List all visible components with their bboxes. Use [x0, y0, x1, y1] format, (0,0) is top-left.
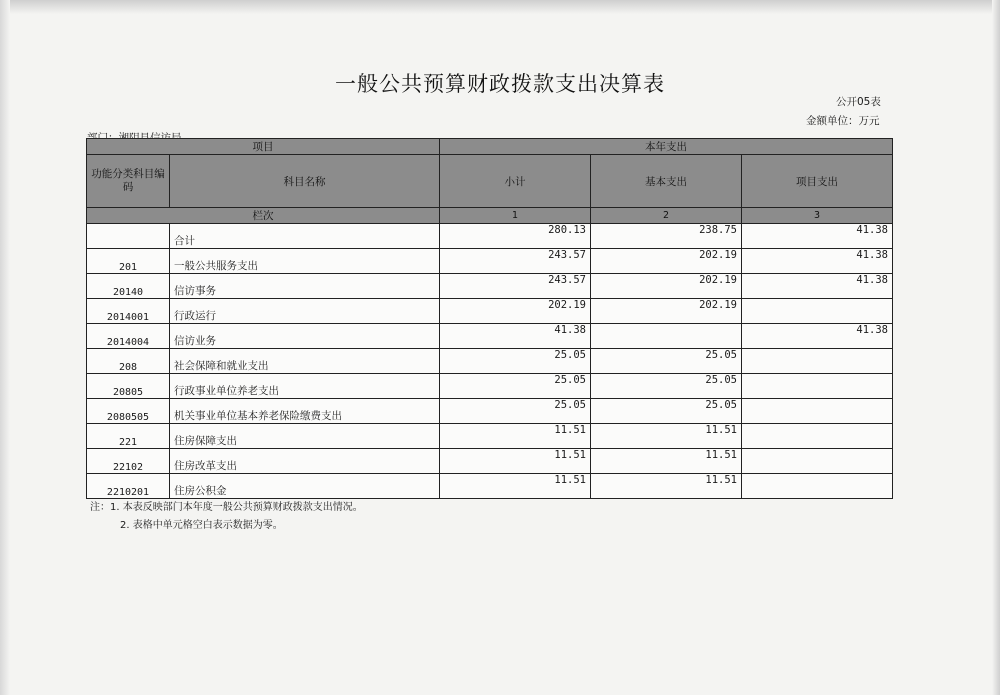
- amount-unit: 金额单位：万元: [806, 115, 880, 127]
- row-code: 20805: [87, 374, 170, 399]
- row-name: 行政运行: [170, 299, 440, 324]
- row-code: 22102: [87, 449, 170, 474]
- row-subtotal: 11.51: [440, 474, 591, 499]
- row-code: 2080505: [87, 399, 170, 424]
- row-project: [742, 424, 893, 449]
- row-project: [742, 399, 893, 424]
- row-project: [742, 299, 893, 324]
- row-basic: 25.05: [591, 349, 742, 374]
- row-subtotal: 243.57: [440, 274, 591, 299]
- table-row: [87, 424, 893, 449]
- form-code: 公开05表: [836, 96, 881, 108]
- row-subtotal: 25.05: [440, 349, 591, 374]
- row-code: 221: [87, 424, 170, 449]
- header-row-2: [87, 155, 893, 208]
- expenditure-table: [86, 138, 893, 499]
- header-project-expenditure: 项目支出: [742, 155, 893, 208]
- page-title: 一般公共预算财政拨款支出决算表: [335, 72, 665, 96]
- table-row: [87, 399, 893, 424]
- header-name: 科目名称: [170, 155, 440, 208]
- header-lanci: 栏次: [87, 208, 440, 224]
- row-name: 行政事业单位养老支出: [170, 374, 440, 399]
- row-basic: 11.51: [591, 424, 742, 449]
- row-project: 41.38: [742, 274, 893, 299]
- row-name: 信访事务: [170, 274, 440, 299]
- row-project: [742, 474, 893, 499]
- header-row-1: [87, 139, 893, 155]
- row-code: 20140: [87, 274, 170, 299]
- table-row: [87, 299, 893, 324]
- row-basic: 202.19: [591, 274, 742, 299]
- table-row: [87, 324, 893, 349]
- header-project: 项目: [87, 139, 440, 155]
- table-row: [87, 474, 893, 499]
- row-name: 一般公共服务支出: [170, 249, 440, 274]
- row-subtotal: 41.38: [440, 324, 591, 349]
- row-project: 41.38: [742, 249, 893, 274]
- row-name: 合计: [170, 224, 440, 249]
- header-current-year: 本年支出: [440, 139, 893, 155]
- row-subtotal: 25.05: [440, 374, 591, 399]
- scan-edge-right: [992, 0, 1000, 695]
- row-code: 2210201: [87, 474, 170, 499]
- row-name: 社会保障和就业支出: [170, 349, 440, 374]
- row-name: 住房保障支出: [170, 424, 440, 449]
- row-basic: 238.75: [591, 224, 742, 249]
- table-row: [87, 349, 893, 374]
- row-basic: 25.05: [591, 374, 742, 399]
- row-subtotal: 11.51: [440, 449, 591, 474]
- row-name: 机关事业单位基本养老保险缴费支出: [170, 399, 440, 424]
- header-subtotal: 小计: [440, 155, 591, 208]
- row-subtotal: 11.51: [440, 424, 591, 449]
- row-basic: 202.19: [591, 249, 742, 274]
- header-row-3: [87, 208, 893, 224]
- row-project: 41.38: [742, 224, 893, 249]
- note-2: 2. 表格中单元格空白表示数据为零。: [120, 520, 283, 531]
- row-code: 2014004: [87, 324, 170, 349]
- table-row: [87, 249, 893, 274]
- scan-edge-left: [0, 0, 10, 695]
- header-code: 功能分类科目编码: [87, 155, 170, 208]
- row-code: 208: [87, 349, 170, 374]
- row-code: 2014001: [87, 299, 170, 324]
- table-row: [87, 449, 893, 474]
- row-subtotal: 280.13: [440, 224, 591, 249]
- header-col-1: 1: [440, 208, 591, 224]
- row-basic: 11.51: [591, 474, 742, 499]
- row-project: [742, 374, 893, 399]
- row-name: 信访业务: [170, 324, 440, 349]
- header-basic: 基本支出: [591, 155, 742, 208]
- notes: [90, 499, 363, 535]
- row-basic: 202.19: [591, 299, 742, 324]
- row-subtotal: 202.19: [440, 299, 591, 324]
- table-row: [87, 274, 893, 299]
- scan-edge-top: [0, 0, 1000, 14]
- row-project: 41.38: [742, 324, 893, 349]
- row-project: [742, 349, 893, 374]
- row-project: [742, 449, 893, 474]
- row-code: 201: [87, 249, 170, 274]
- note-1: 注：1. 本表反映部门本年度一般公共预算财政拨款支出情况。: [90, 502, 363, 513]
- row-basic: [591, 324, 742, 349]
- header-col-3: 3: [742, 208, 893, 224]
- row-basic: 25.05: [591, 399, 742, 424]
- table-row: [87, 224, 893, 249]
- row-code: [87, 224, 170, 249]
- table-row: [87, 374, 893, 399]
- row-subtotal: 25.05: [440, 399, 591, 424]
- row-name: 住房公积金: [170, 474, 440, 499]
- header-col-2: 2: [591, 208, 742, 224]
- row-basic: 11.51: [591, 449, 742, 474]
- row-name: 住房改革支出: [170, 449, 440, 474]
- row-subtotal: 243.57: [440, 249, 591, 274]
